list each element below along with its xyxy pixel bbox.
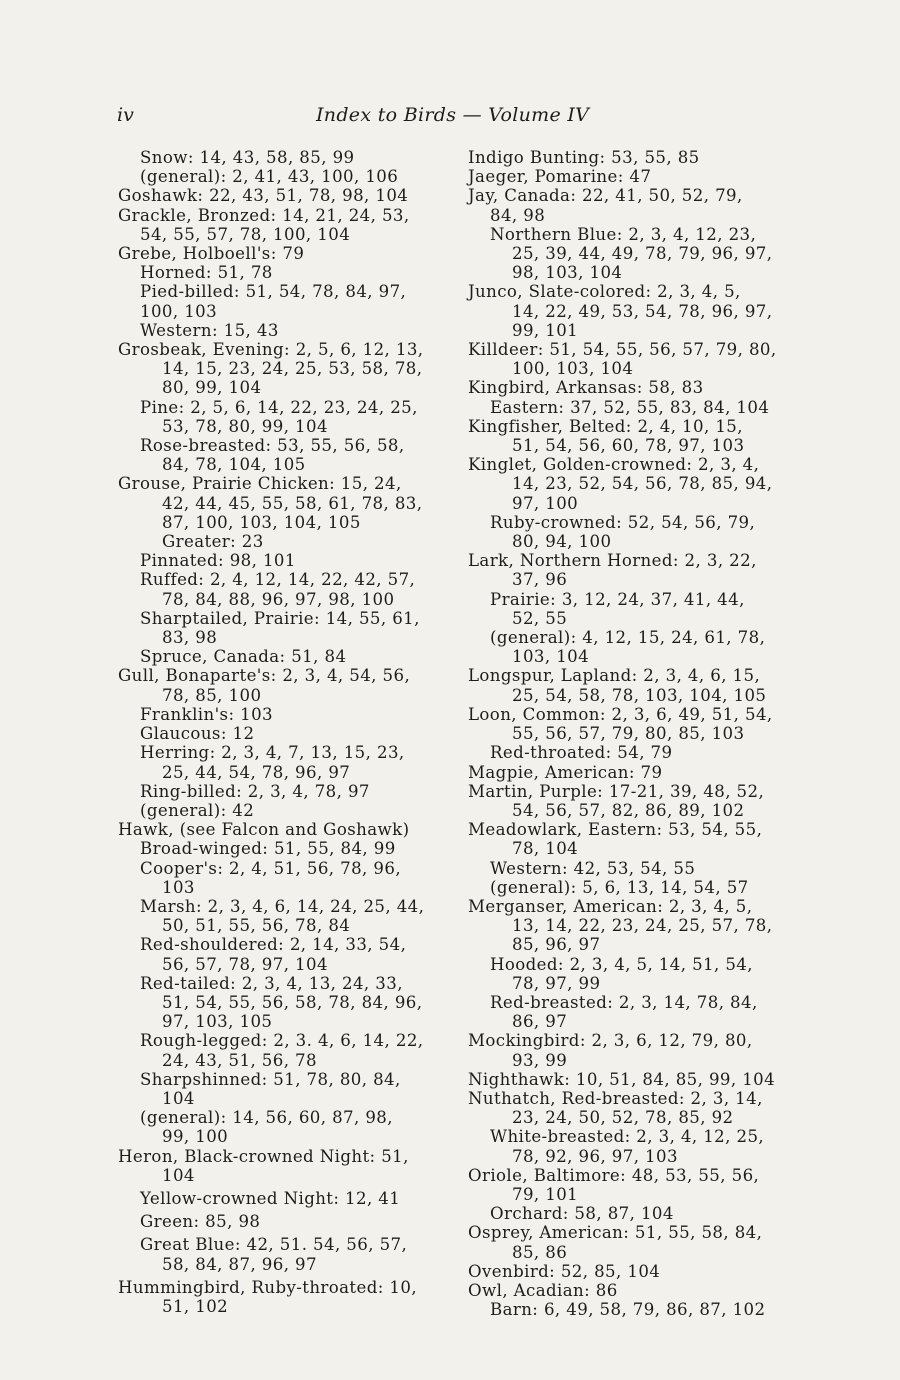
index-entry: 80, 99, 104	[162, 378, 262, 398]
index-entry: Snow: 14, 43, 58, 85, 99	[140, 148, 355, 167]
index-entry: 54, 56, 57, 82, 86, 89, 102	[512, 800, 745, 820]
index-entry: 103	[162, 877, 195, 897]
index-entry: Pied-billed: 51, 54, 78, 84, 97,	[140, 282, 407, 302]
index-entry: Glaucous: 12	[140, 724, 255, 744]
index-entry: 37, 96	[512, 570, 568, 590]
index-entry: Heron, Black-crowned Night: 51,	[118, 1146, 409, 1166]
index-entry: 52, 55	[512, 608, 568, 628]
index-entry: 80, 94, 100	[512, 532, 612, 552]
index-entry: Junco, Slate-colored: 2, 3, 4, 5,	[468, 282, 741, 302]
index-entry: Jay, Canada: 22, 41, 50, 52, 79,	[468, 186, 743, 206]
index-entry: Meadowlark, Eastern: 53, 54, 55,	[468, 820, 763, 840]
index-entry: Green: 85, 98	[140, 1212, 261, 1232]
index-entry: 51, 54, 56, 60, 78, 97, 103	[512, 436, 745, 456]
index-entry: Orchard: 58, 87, 104	[490, 1204, 674, 1224]
index-entry: 103, 104	[512, 647, 590, 667]
index-entry: 84, 78, 104, 105	[162, 455, 306, 475]
page-header	[0, 100, 900, 130]
index-entry: 87, 100, 103, 104, 105	[162, 512, 361, 532]
index-entry: Merganser, American: 2, 3, 4, 5,	[468, 896, 753, 916]
index-entry: Marsh: 2, 3, 4, 6, 14, 24, 25, 44,	[140, 896, 425, 916]
index-entry: Indigo Bunting: 53, 55, 85	[468, 148, 700, 167]
index-entry: Spruce, Canada: 51, 84	[140, 647, 347, 667]
index-entry: Herring: 2, 3, 4, 7, 13, 15, 23,	[140, 743, 405, 763]
index-entry: Mockingbird: 2, 3, 6, 12, 79, 80,	[468, 1031, 753, 1051]
index-entry: 13, 14, 22, 23, 24, 25, 57, 78,	[512, 916, 773, 936]
index-entry: Killdeer: 51, 54, 55, 56, 57, 79, 80,	[468, 340, 777, 360]
index-entry: 100, 103, 104	[512, 359, 634, 379]
index-column-left	[118, 148, 453, 1316]
index-entry: Great Blue: 42, 51. 54, 56, 57,	[140, 1235, 408, 1255]
index-entry: Grouse, Prairie Chicken: 15, 24,	[118, 474, 402, 494]
index-entry: Barn: 6, 49, 58, 79, 86, 87, 102	[490, 1300, 766, 1320]
index-entry: Grackle, Bronzed: 14, 21, 24, 53,	[118, 205, 410, 225]
index-entry: Sharptailed, Prairie: 14, 55, 61,	[140, 608, 420, 628]
index-entry: 97, 100	[512, 493, 579, 513]
index-entry: Owl, Acadian: 86	[468, 1280, 618, 1300]
index-entry: 78, 97, 99	[512, 973, 601, 993]
index-entry: (general): 14, 56, 60, 87, 98,	[140, 1108, 393, 1128]
index-entry: Cooper's: 2, 4, 51, 56, 78, 96,	[140, 858, 401, 878]
index-entry: 53, 78, 80, 99, 104	[162, 416, 328, 436]
index-entry: 99, 101	[512, 320, 579, 340]
index-entry: 50, 51, 55, 56, 78, 84	[162, 916, 351, 936]
index-entry: Red-throated: 54, 79	[490, 743, 673, 763]
index-entry: Prairie: 3, 12, 24, 37, 41, 44,	[490, 589, 745, 609]
index-entry: Hummingbird, Ruby-throated: 10,	[118, 1277, 417, 1297]
index-entry: 14, 23, 52, 54, 56, 78, 85, 94,	[512, 474, 773, 494]
page-number: iv	[117, 104, 134, 126]
index-entry: Gull, Bonaparte's: 2, 3, 4, 54, 56,	[118, 666, 411, 686]
index-entry: Horned: 51, 78	[140, 263, 273, 283]
index-entry: Hawk, (see Falcon and Goshawk)	[118, 820, 410, 840]
index-entry: Franklin's: 103	[140, 704, 273, 724]
index-entry: 24, 43, 51, 56, 78	[162, 1050, 317, 1070]
index-entry: 14, 15, 23, 24, 25, 53, 58, 78,	[162, 359, 423, 379]
index-entry: 78, 84, 88, 96, 97, 98, 100	[162, 589, 395, 609]
index-entry: Greater: 23	[162, 532, 264, 552]
index-entry: 98, 103, 104	[512, 263, 623, 283]
index-entry: Rose-breasted: 53, 55, 56, 58,	[140, 436, 405, 456]
index-entry: 25, 39, 44, 49, 78, 79, 96, 97,	[512, 244, 773, 264]
index-entry: 54, 55, 57, 78, 100, 104	[140, 224, 351, 244]
index-entry: (general): 4, 12, 15, 24, 61, 78,	[490, 628, 766, 648]
index-entry: Oriole, Baltimore: 48, 53, 55, 56,	[468, 1165, 760, 1185]
index-entry: Sharpshinned: 51, 78, 80, 84,	[140, 1069, 401, 1089]
index-entry: Northern Blue: 2, 3, 4, 12, 23,	[490, 224, 757, 244]
index-entry: 104	[162, 1088, 195, 1108]
index-entry: White-breasted: 2, 3, 4, 12, 25,	[490, 1127, 765, 1147]
index-entry: Red-tailed: 2, 3, 4, 13, 24, 33,	[140, 973, 403, 993]
index-entry: Ovenbird: 52, 85, 104	[468, 1261, 661, 1281]
index-entry: Nighthawk: 10, 51, 84, 85, 99, 104	[468, 1069, 776, 1089]
index-entry: 25, 54, 58, 78, 103, 104, 105	[512, 685, 767, 705]
index-entry: 55, 56, 57, 79, 80, 85, 103	[512, 724, 745, 744]
index-entry: 78, 85, 100	[162, 685, 262, 705]
index-entry: Pine: 2, 5, 6, 14, 22, 23, 24, 25,	[140, 397, 418, 417]
index-entry: 51, 102	[162, 1296, 229, 1316]
index-entry: 104	[162, 1165, 195, 1185]
index-entry: Western: 42, 53, 54, 55	[490, 858, 696, 878]
index-entry: 86, 97	[512, 1012, 568, 1032]
index-entry: Hooded: 2, 3, 4, 5, 14, 51, 54,	[490, 954, 753, 974]
index-entry: 83, 98	[162, 628, 218, 648]
index-entry: (general): 2, 41, 43, 100, 106	[140, 167, 399, 187]
index-entry: Western: 15, 43	[140, 320, 279, 340]
index-entry: Kinglet, Golden-crowned: 2, 3, 4,	[468, 455, 760, 475]
index-entry: (general): 42	[140, 800, 255, 820]
index-entry: 97, 103, 105	[162, 1012, 273, 1032]
index-entry: Magpie, American: 79	[468, 762, 663, 782]
index-entry: 100, 103	[140, 301, 218, 321]
index-entry: 56, 57, 78, 97, 104	[162, 954, 328, 974]
running-title: Index to Birds — Volume IV	[316, 104, 590, 126]
index-entry: 51, 54, 55, 56, 58, 78, 84, 96,	[162, 992, 423, 1012]
index-entry: Nuthatch, Red-breasted: 2, 3, 14,	[468, 1088, 763, 1108]
index-entry: 78, 92, 96, 97, 103	[512, 1146, 678, 1166]
index-entry: Ruby-crowned: 52, 54, 56, 79,	[490, 512, 756, 532]
index-entry: Red-shouldered: 2, 14, 33, 54,	[140, 935, 407, 955]
index-entry: Goshawk: 22, 43, 51, 78, 98, 104	[118, 186, 409, 206]
index-column-right	[468, 148, 808, 1319]
index-entry: Yellow-crowned Night: 12, 41	[140, 1188, 401, 1208]
index-entry: 58, 84, 87, 96, 97	[162, 1254, 317, 1274]
index-entry: 84, 98	[490, 205, 546, 225]
index-entry: 93, 99	[512, 1050, 568, 1070]
index-entry: Rough-legged: 2, 3. 4, 6, 14, 22,	[140, 1031, 424, 1051]
index-entry: Martin, Purple: 17-21, 39, 48, 52,	[468, 781, 765, 801]
index-entry: Ruffed: 2, 4, 12, 14, 22, 42, 57,	[140, 570, 416, 590]
index-entry: Pinnated: 98, 101	[140, 551, 296, 571]
index-entry: 23, 24, 50, 52, 78, 85, 92	[512, 1108, 734, 1128]
index-entry: Grebe, Holboell's: 79	[118, 244, 305, 264]
index-entry: 79, 101	[512, 1184, 579, 1204]
index-entry: 14, 22, 49, 53, 54, 78, 96, 97,	[512, 301, 773, 321]
index-entry: Ring-billed: 2, 3, 4, 78, 97	[140, 781, 370, 801]
index-entry: 85, 96, 97	[512, 935, 601, 955]
index-entry: 25, 44, 54, 78, 96, 97	[162, 762, 351, 782]
index-entry: Broad-winged: 51, 55, 84, 99	[140, 839, 396, 859]
index-entry: 42, 44, 45, 55, 58, 61, 78, 83,	[162, 493, 423, 513]
index-entry: Loon, Common: 2, 3, 6, 49, 51, 54,	[468, 704, 773, 724]
index-entry: Osprey, American: 51, 55, 58, 84,	[468, 1223, 763, 1243]
index-entry: Kingfisher, Belted: 2, 4, 10, 15,	[468, 416, 743, 436]
index-entry: 99, 100	[162, 1127, 229, 1147]
index-entry: Jaeger, Pomarine: 47	[468, 167, 652, 187]
index-entry: (general): 5, 6, 13, 14, 54, 57	[490, 877, 749, 897]
index-entry: Grosbeak, Evening: 2, 5, 6, 12, 13,	[118, 340, 424, 360]
index-entry: Kingbird, Arkansas: 58, 83	[468, 378, 704, 398]
index-entry: Red-breasted: 2, 3, 14, 78, 84,	[490, 992, 758, 1012]
index-entry: 78, 104	[512, 839, 579, 859]
index-entry: Longspur, Lapland: 2, 3, 4, 6, 15,	[468, 666, 761, 686]
index-entry: Lark, Northern Horned: 2, 3, 22,	[468, 551, 757, 571]
index-entry: 85, 86	[512, 1242, 568, 1262]
index-entry: Eastern: 37, 52, 55, 83, 84, 104	[490, 397, 770, 417]
